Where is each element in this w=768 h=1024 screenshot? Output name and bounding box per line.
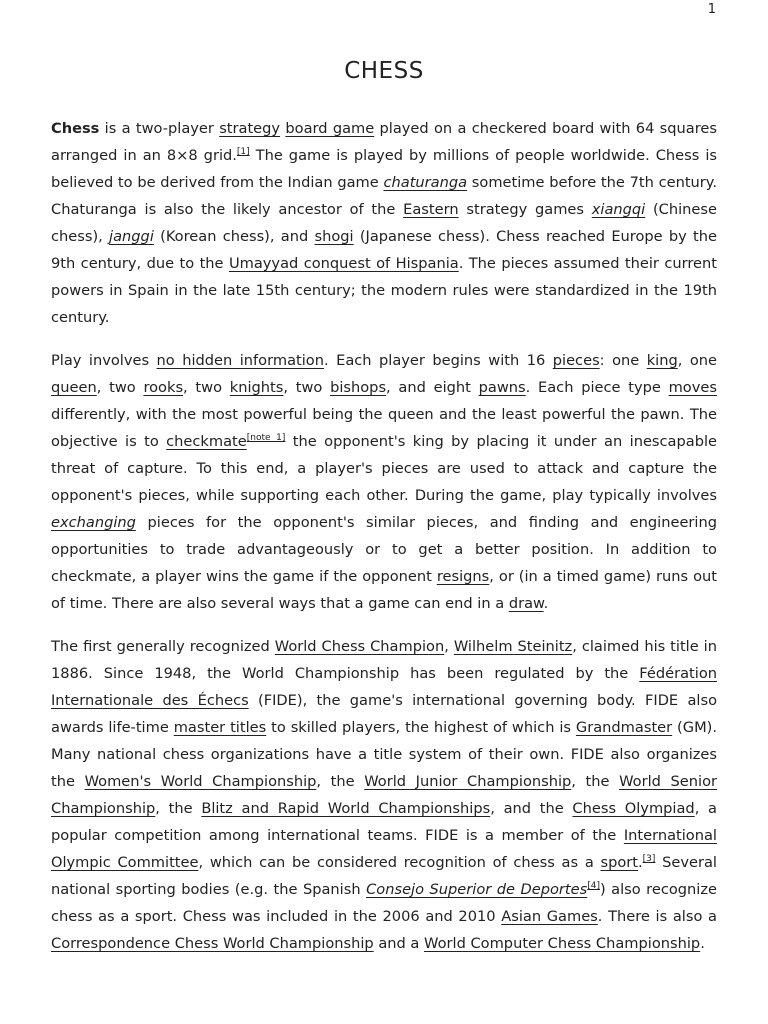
wiki-link[interactable]: master titles <box>173 719 267 736</box>
wiki-link[interactable]: exchanging <box>51 514 136 531</box>
text-run: sometime before the 7th century. Chaturanga is also the likely ancestor of the <box>51 174 718 218</box>
text-run: , and eight <box>386 379 479 396</box>
text-run: , and the <box>490 800 573 817</box>
text-run: , two <box>283 379 331 396</box>
text-run: . Each player begins with 16 <box>323 352 553 369</box>
text-run: Play involves <box>51 352 157 369</box>
citation-ref[interactable]: [4] <box>587 881 600 892</box>
text-run: , claimed his title in 1886. Since 1948, the World Championship has been regulated by the <box>51 638 717 682</box>
citation-ref[interactable]: [3] <box>642 854 656 865</box>
wiki-link[interactable]: pieces <box>552 352 600 369</box>
wiki-link[interactable]: xiangqi <box>591 201 646 218</box>
page-title: CHESS <box>344 58 424 84</box>
text-run: The first generally recognized <box>51 638 275 655</box>
paragraph-1 <box>51 115 717 331</box>
wiki-link[interactable]: Chess Olympiad <box>572 800 695 817</box>
paragraph-2 <box>51 347 717 617</box>
text-run: : one <box>599 352 647 369</box>
text-run: (Chinese chess), <box>51 201 717 245</box>
wiki-link[interactable]: checkmate <box>166 433 247 450</box>
text-run: , the <box>155 800 202 817</box>
wiki-link[interactable]: board game <box>285 120 375 137</box>
text-run: , which can be considered recognition of chess as a <box>198 854 601 871</box>
text-run: , <box>444 638 454 655</box>
wiki-link[interactable]: no hidden information <box>156 352 324 369</box>
text-run: , a popular competition among international teams. FIDE is a member of the <box>51 800 717 844</box>
text-run: Several national sporting bodies (e.g. the Spanish <box>51 854 717 898</box>
text-run: (GM). Many national chess organizations have a title system of their own. FIDE also organizes the <box>51 719 717 790</box>
text-run: , the <box>316 773 365 790</box>
citation-ref[interactable]: [note 1] <box>246 433 286 444</box>
text-run: the opponent's king by placing it under an inescapable threat of capture. To this end, a player's pieces are used to attack and capture the opponent's pieces, while supporting each other. During the game, play typically involves <box>51 433 717 504</box>
text-run: (FIDE), the game's international governing body. FIDE also awards life-time <box>51 692 717 736</box>
text-run: . There is also a <box>597 908 717 925</box>
wiki-link[interactable]: moves <box>668 379 717 396</box>
wiki-link[interactable]: Wilhelm Steinitz <box>453 638 573 655</box>
wiki-link[interactable]: queen <box>51 379 97 396</box>
wiki-link[interactable]: World Computer Chess Championship <box>424 935 701 952</box>
text-run: . The pieces assumed their current powers in Spain in the late 15th century; the modern rules were standardized in the 19th century. <box>51 255 717 326</box>
wiki-link[interactable]: rooks <box>143 379 184 396</box>
text-run: to skilled players, the highest of which is <box>266 719 576 736</box>
text-run: , or (in a timed game) runs out of time. There are also several ways that a game can end in a <box>51 568 717 612</box>
wiki-link[interactable]: World Senior Championship <box>51 773 717 817</box>
text-run: is a two-player <box>99 120 220 137</box>
bold-term: Chess <box>51 120 100 137</box>
article-body <box>51 115 717 973</box>
wiki-link[interactable]: International Olympic Committee <box>51 827 717 871</box>
text-run: (Japanese chess). Chess reached Europe by the 9th century, due to the <box>51 228 717 272</box>
wiki-link[interactable]: Umayyad conquest of Hispania <box>228 255 459 272</box>
wiki-link[interactable]: World Chess Champion <box>274 638 445 655</box>
wiki-link[interactable]: knights <box>229 379 284 396</box>
wiki-link[interactable]: strategy <box>219 120 281 137</box>
wiki-link[interactable]: Eastern <box>403 201 459 218</box>
text-run: , the <box>571 773 620 790</box>
text-run: ) also recognize chess as a sport. Chess was included in the 2006 and 2010 <box>51 881 717 925</box>
wiki-link[interactable]: Women's World Championship <box>84 773 317 790</box>
text-run: , two <box>96 379 144 396</box>
text-run: (Korean chess), and <box>153 228 315 245</box>
text-run: differently, with the most powerful being the queen and the least powerful the pawn. The objective is to <box>51 406 717 450</box>
text-run: . <box>638 854 643 871</box>
wiki-link[interactable]: World Junior Championship <box>364 773 572 790</box>
wiki-link[interactable]: resigns <box>436 568 490 585</box>
wiki-link[interactable]: Blitz and Rapid World Championships <box>201 800 491 817</box>
page-number: 1 <box>707 2 716 17</box>
wiki-link[interactable]: Grandmaster <box>575 719 673 736</box>
citation-ref[interactable]: [1] <box>236 147 250 158</box>
wiki-link[interactable]: shogi <box>314 228 354 245</box>
text-run: , two <box>183 379 230 396</box>
text-run: . <box>543 595 549 612</box>
wiki-link[interactable]: king <box>646 352 678 369</box>
text-run: The game is played by millions of people worldwide. Chess is believed to be derived from the Indian game <box>51 147 717 191</box>
wiki-link[interactable]: pawns <box>478 379 526 396</box>
text-run: . Each piece type <box>525 379 669 396</box>
wiki-link[interactable]: Fédération Internationale des Échecs <box>51 665 717 709</box>
text-run: strategy games <box>458 201 592 218</box>
wiki-link[interactable]: janggi <box>109 228 154 245</box>
text-run: played on a checkered board with 64 squares arranged in an 8×8 grid. <box>51 120 718 164</box>
wiki-link[interactable]: bishops <box>330 379 387 396</box>
text-run: . <box>700 935 705 952</box>
wiki-link[interactable]: sport <box>600 854 639 871</box>
text-run: , one <box>677 352 718 369</box>
paragraph-3 <box>51 633 717 957</box>
wiki-link[interactable]: Correspondence Chess World Championship <box>51 935 374 952</box>
wiki-link[interactable]: chaturanga <box>383 174 468 191</box>
wiki-link[interactable]: Consejo Superior de Deportes <box>366 881 588 898</box>
text-run: pieces for the opponent's similar pieces, and finding and engineering opportunities to trade advantageously or to get a better position. In addition to checkmate, a player wins the game if the opponent <box>51 514 717 585</box>
text-run: and a <box>373 935 425 952</box>
wiki-link[interactable]: draw <box>508 595 544 612</box>
wiki-link[interactable]: Asian Games <box>501 908 598 925</box>
